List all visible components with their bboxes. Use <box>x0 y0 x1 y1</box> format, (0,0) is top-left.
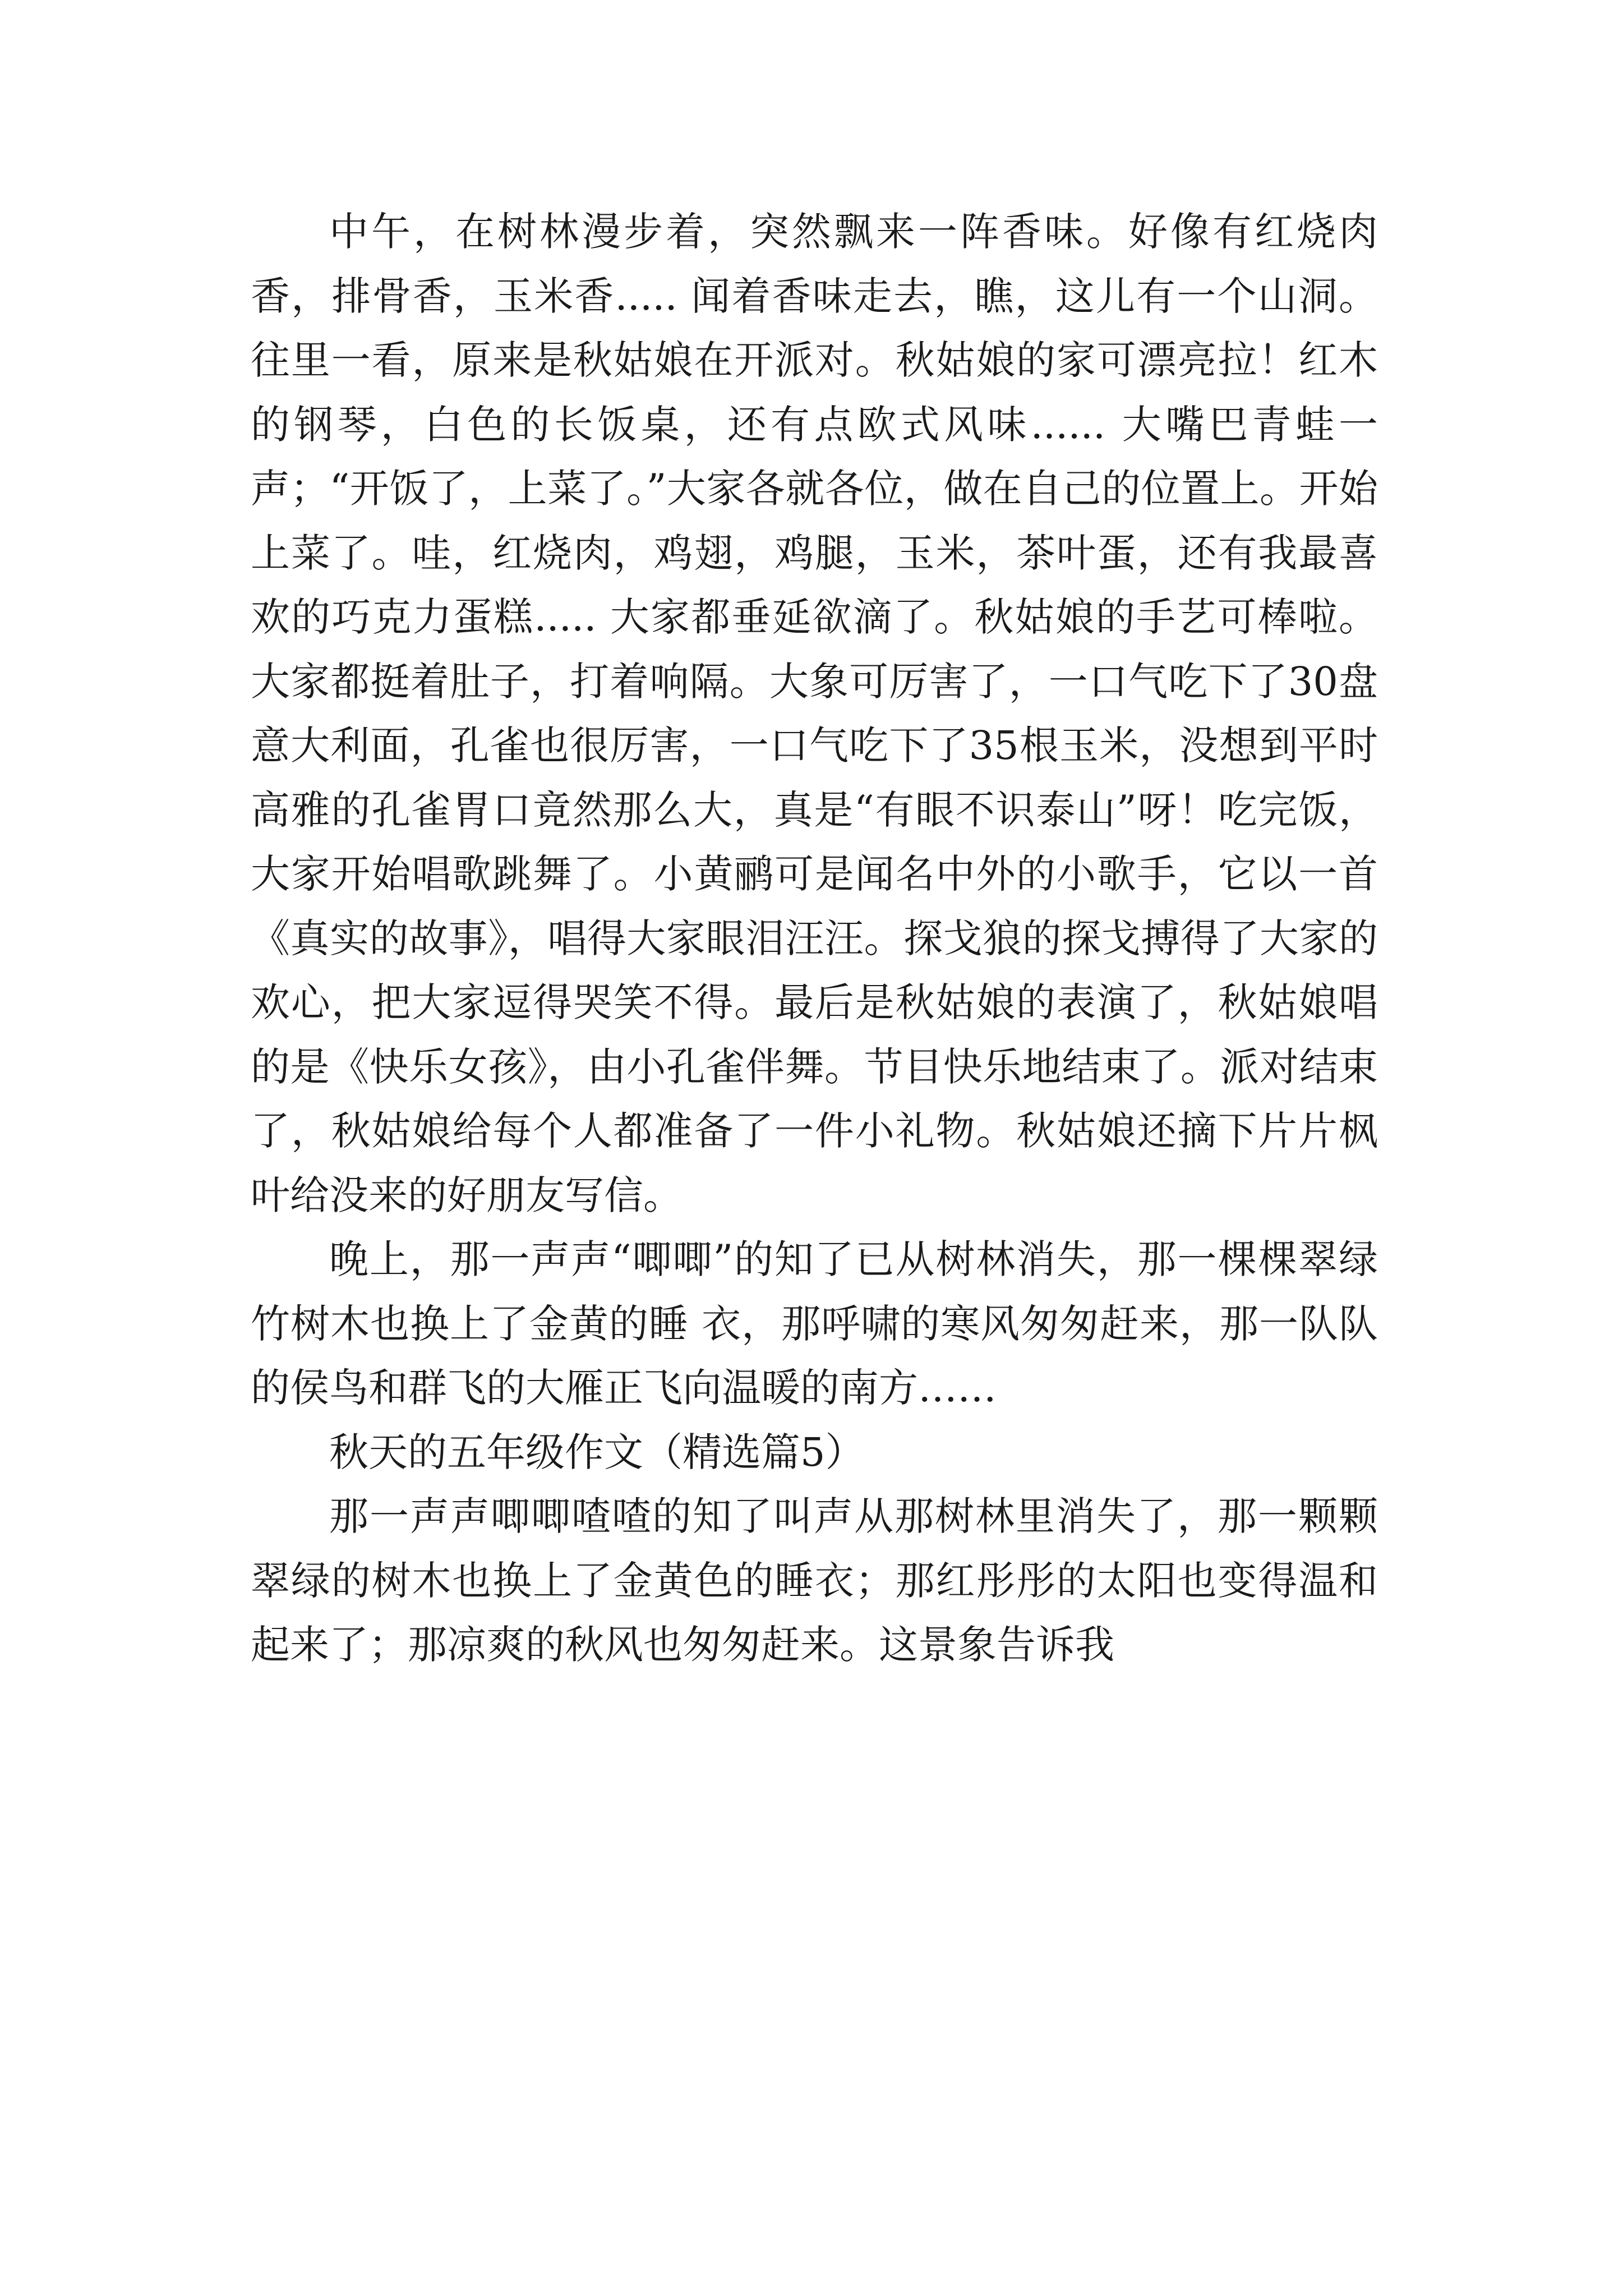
paragraph-lunch-party: 中午，在树林漫步着，突然飘来一阵香味。好像有红烧肉香，排骨香，玉米香..... 闻着香味走去，瞧，这儿有一个山洞。往里一看，原来是秋姑娘在开派对。秋姑娘的家可漂亮拉！红木的钢琴，白色的长饭桌，还有点欧式风味...... 大嘴巴青蛙一声；“开饭了，上菜了。”大家各就各位，做在自己的位置上。开始上菜了。哇，红烧肉，鸡翅，鸡腿，玉米，茶叶蛋，还有我最喜欢的巧克力蛋糕..... 大家都垂延欲滴了。秋姑娘的手艺可棒啦。大家都挺着肚子，打着响隔。大象可厉害了，一口气吃下了30盘意大利面，孔雀也很厉害，一口气吃下了35根玉米，没想到平时高雅的孔雀胃口竟然那么大，真是“有眼不识泰山”呀！吃完饭，大家开始唱歌跳舞了。小黄鹂可是闻名中外的小歌手，它以一首《真实的故事》，唱得大家眼泪汪汪。探戈狼的探戈搏得了大家的欢心，把大家逗得哭笑不得。最后是秋姑娘的表演了，秋姑娘唱的是《快乐女孩》，由小孔雀伴舞。节目快乐地结束了。派对结束了，秋姑娘给每个人都准备了一件小礼物。秋姑娘还摘下片片枫叶给没来的好朋友写信。 <box>251 209 1378 1218</box>
document-body <box>251 200 1378 1677</box>
essay-section-heading: 秋天的五年级作文（精选篇5） <box>329 1429 865 1475</box>
paragraph-autumn-scene: 那一声声唧唧喳喳的知了叫声从那树林里消失了，那一颗颗翠绿的树木也换上了金黄色的睡衣；那红彤彤的太阳也变得温和起来了；那凉爽的秋风也匆匆赶来。这景象告诉我 <box>251 1493 1378 1668</box>
paragraph-evening: 晚上，那一声声“唧唧”的知了已从树林消失，那一棵棵翠绿竹树木也换上了金黄的睡 衣，那呼啸的寒风匆匆赶来，那一队队的侯鸟和群飞的大雁正飞向温暖的南方…… <box>251 1236 1378 1411</box>
